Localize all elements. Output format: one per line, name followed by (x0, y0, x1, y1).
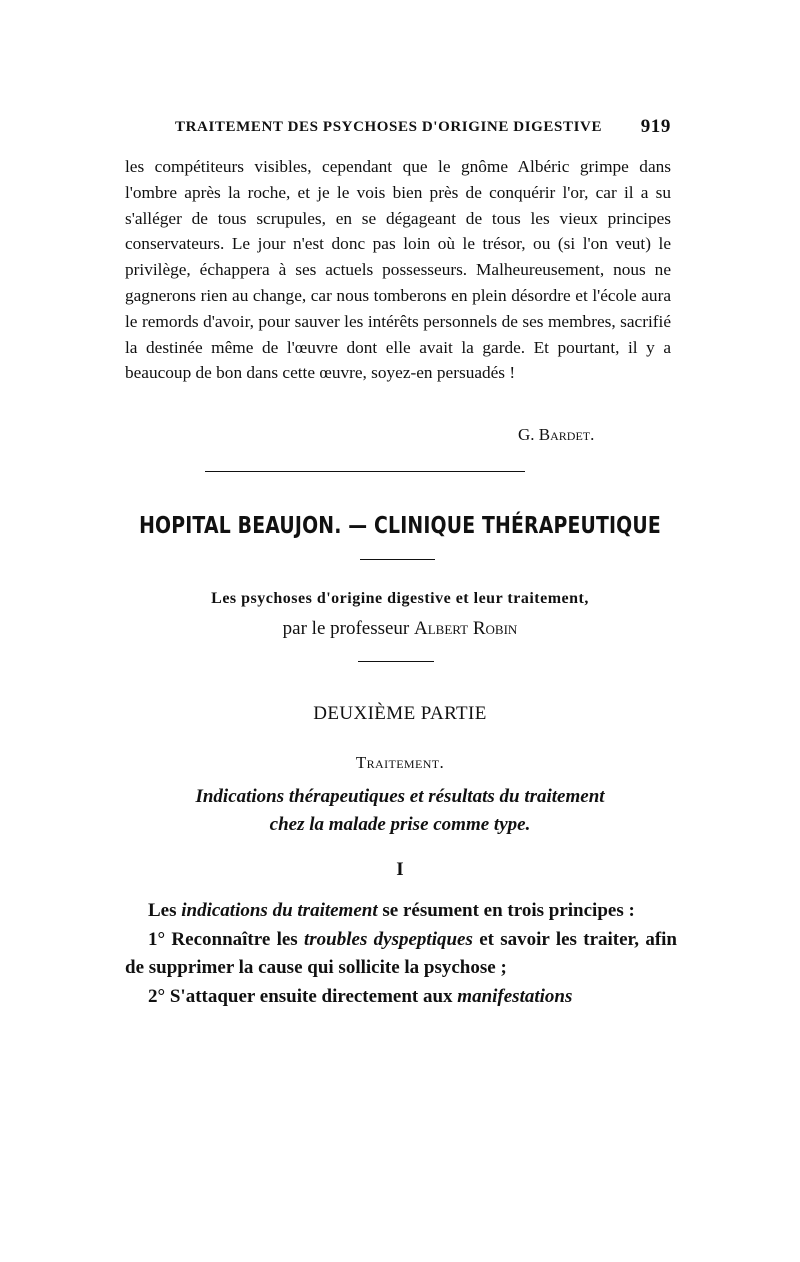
author-name: Albert Robin (414, 618, 518, 639)
section-divider (205, 471, 525, 472)
page-number: 919 (640, 116, 671, 137)
principle-item-2 (125, 983, 677, 1012)
running-head (175, 116, 675, 140)
author-prefix: par le professeur (282, 618, 410, 639)
intro-paragraph-block (125, 154, 671, 386)
text-run: 2° S'attaquer ensuite directement aux (148, 985, 458, 1007)
author-line (0, 618, 800, 640)
running-head-title: TRAITEMENT DES PSYCHOSES D'ORIGINE DIGESTIVE (175, 119, 603, 135)
principles-text (125, 897, 677, 1011)
principle-item-1 (125, 926, 677, 983)
signature: G. Bardet. (518, 425, 595, 444)
emphasis-text: troubles dyspeptiques (304, 928, 473, 950)
text-run: 1° Reconnaître les (148, 928, 304, 950)
emphasis-text: indications du traitement (181, 900, 378, 921)
text-run: se résument en trois principes : (377, 900, 635, 921)
subtitle-line-1: Indications thérapeutiques et résultats du traitement (195, 786, 605, 807)
short-divider (360, 559, 435, 560)
text-run: Les (148, 900, 182, 921)
lecture-title: Les psychoses d'origine digestive et leur traitement, (211, 590, 589, 607)
subtitle-line-2: chez la malade prise comme type. (269, 814, 531, 835)
principles-intro (125, 897, 677, 926)
intro-paragraph: les compétiteurs visibles, cependant que le gnôme Albéric grimpe dans l'ombre après la roche, et je le vois bien près de conquérir l'or, car il a su s'alléger de tous scrupules, en se dégageant de tous les vieux principes conservateurs. Le jour n'est donc pas loin où le trésor, ou (si l'on veut) le privilège, échappera à ses actuels possesseurs. Malheureusement, nous ne gagnerons rien au change, car nous tomberons en plein désordre et l'école aura le remords d'avoir, pour sauver les intérêts personnels de ses membres, sacrifié la destinée même de l'œuvre dont elle avait la garde. Et pourtant, il y a beaucoup de bon dans cette œuvre, soyez-en persuadés ! (125, 157, 671, 383)
short-divider (358, 661, 434, 662)
section-label: Traitement. (355, 753, 445, 772)
section-heading: HOPITAL BEAUJON. — CLINIQUE THÉRAPEUTIQUE (139, 513, 661, 539)
subtitle (0, 783, 800, 839)
section-numeral: I (396, 859, 404, 880)
part-title: DEUXIÈME PARTIE (313, 703, 487, 724)
emphasis-text: manifestations (457, 985, 573, 1007)
text-run: et savoir les traiter, afin de supprimer la cause qui sollicite la psychose ; (125, 928, 677, 978)
